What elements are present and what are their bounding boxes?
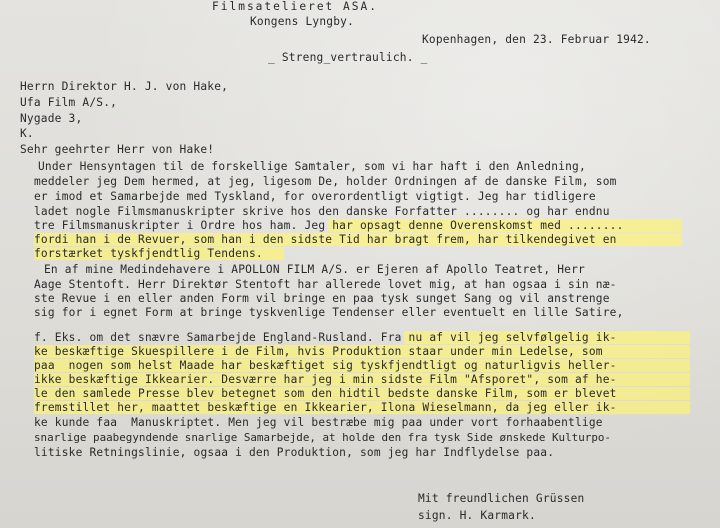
body-line: er imod et Samarbejde med Tyskland, for overordentligt vigtigt. Jeg har tidligere — [34, 190, 596, 203]
body-line: ladet nogle Filmsmanuskripter skrive hos den danske Forfatter ........ og har endnu — [34, 205, 610, 218]
recipient-line: Herrn Direktor H. J. von Hake, — [20, 80, 229, 93]
signature: sign. H. Karmark. — [418, 509, 536, 522]
letterhead-company: Filmsatelieret ASA. — [212, 0, 378, 13]
body-line: sig for i egnet Form at bringe tyskvenlige Tendenser eller eventuelt en lille Satire, — [34, 306, 624, 319]
body-line: tre Filmsmanuskripter i Ordre hos ham. Jeg har opsagt denne Overenskomst med ........ — [34, 219, 624, 232]
body-line: Under Hensyntagen til de forskellige Samtaler, som vi har haft i den Anledning, — [38, 160, 586, 173]
body-line: fremstillet her, maattet beskæftige en Ikkearier, Ilona Wieselmann, da jeg eller ik- — [34, 401, 617, 414]
closing: Mit freundlichen Grüssen — [418, 492, 585, 505]
body-line: paa nogen som helst Maade har beskæftiget sig tyskfjendtligt og naturligvis heller- — [34, 359, 617, 372]
body-line: litiske Retningslinie, ogsaa i den Produktion, som jeg har Indflydelse paa. — [34, 446, 555, 459]
confidential-note: _ Streng_vertraulich. _ — [268, 51, 428, 64]
letter-date: Kopenhagen, den 23. Februar 1942. — [422, 33, 651, 46]
body-line: En af mine Medindehavere i APOLLON FILM A/S. er Ejeren af Apollo Teatret, Herr — [44, 263, 585, 276]
body-line: ikke beskæftige Ikkearier. Desværre har jeg i min sidste Film "Afsporet", som af he- — [34, 373, 617, 386]
body-line: le den samlede Presse blev betegnet som den hidtil bedste danske Film, som er blevet — [34, 387, 617, 400]
body-line: ke kunde faa Manuskriptet. Men jeg vil bestræbe mig paa under vort forhaabentlige — [34, 416, 603, 429]
recipient-line: Ufa Film A/S., — [20, 96, 118, 109]
body-line: ke beskæftige Skuespillere i de Film, hvis Produktion staar under min Ledelse, som — [34, 345, 603, 358]
recipient-line: K. — [20, 127, 34, 140]
body-line: ste Revue i en eller anden Form vil bringe en paa tysk sunget Sang og vil anstrenge — [34, 292, 610, 305]
salutation: Sehr geehrter Herr von Hake! — [20, 143, 215, 156]
body-line: snarlige paabegyndende snarlige Samarbejde, at holde den fra tysk Side ønskede Kulturpo- — [34, 431, 611, 444]
body-line: forstærket tyskfjendtlig Tendens. — [34, 247, 263, 260]
body-line: meddeler jeg Dem hermed, at jeg, ligesom De, holder Ordningen af de danske Film, som — [34, 175, 617, 188]
body-line: f. Eks. om det snævre Samarbejde England-Rusland. Fra nu af vil jeg selvfølgelig ik- — [34, 331, 617, 344]
letterhead-location: Kongens Lyngby. — [250, 15, 355, 28]
body-line: Aage Stentoft. Herr Direktør Stentoft har allerede lovet mig, at han ogsaa i sin næ- — [34, 278, 617, 291]
body-line: fordi han i de Revuer, som han i den sidste Tid har bragt frem, har tilkendegivet en — [34, 233, 617, 246]
recipient-line: Nygade 3, — [20, 112, 83, 125]
